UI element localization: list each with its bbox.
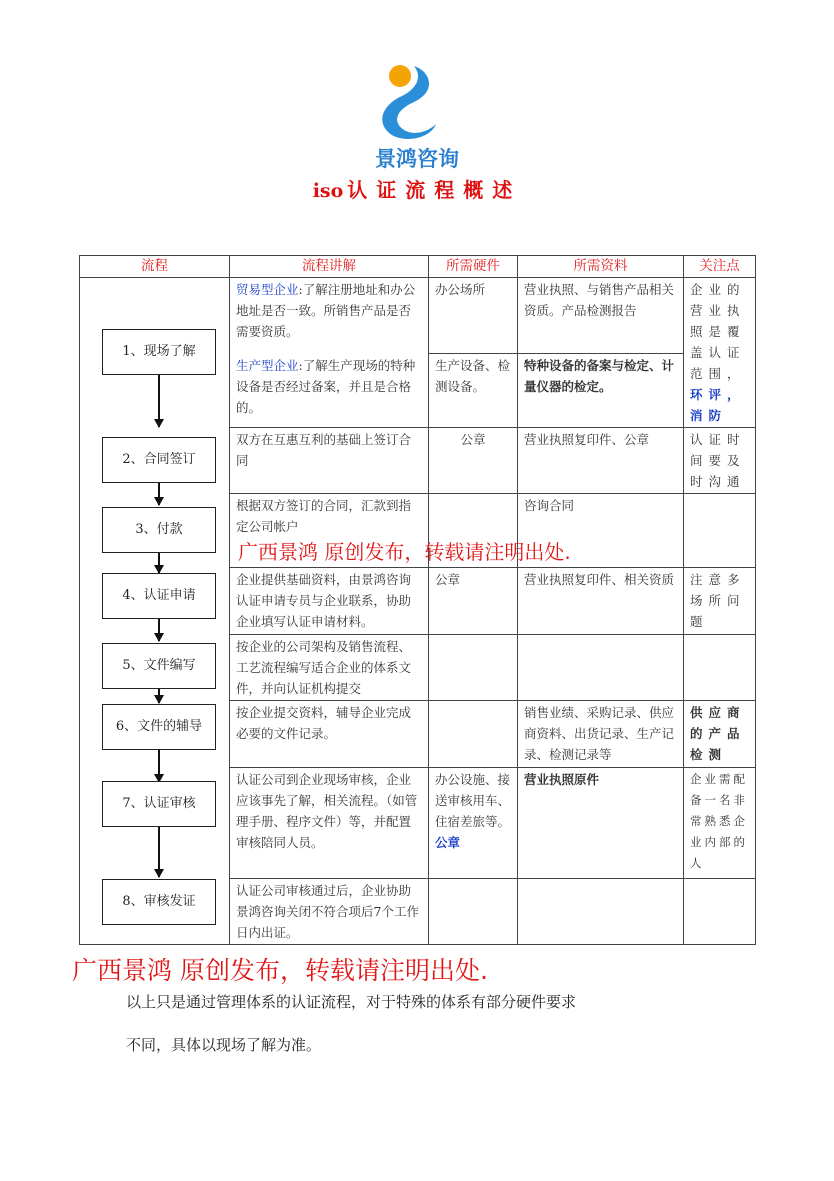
focus-highlight: 环评，消防 [690, 387, 746, 423]
arrow-down-icon [158, 689, 160, 703]
hardware-cell [429, 635, 518, 701]
materials-cell: 营业执照复印件、公章 [518, 428, 684, 494]
materials-cell [518, 879, 684, 945]
step-box-8: 8、审核发证 [102, 879, 216, 925]
step-box-3: 3、付款 [102, 507, 216, 553]
focus-cell [684, 635, 756, 701]
header-process: 流程 [80, 256, 230, 278]
materials-cell: 特种设备的备案与检定、计量仪器的检定。 [518, 354, 684, 428]
table-row [80, 278, 756, 354]
hardware-cell [429, 879, 518, 945]
certification-process-table [79, 255, 756, 945]
materials-cell [518, 635, 684, 701]
step-box-5: 5、文件编写 [102, 643, 216, 689]
hardware-cell [429, 701, 518, 768]
hardware-cell: 生产设备、检测设备。 [429, 354, 518, 428]
arrow-down-icon [158, 553, 160, 573]
hardware-cell: 办公场所 [429, 278, 518, 354]
focus-cell: 认证时间要及时沟通 [684, 428, 756, 494]
header-hardware: 所需硬件 [429, 256, 518, 278]
flowchart [86, 279, 223, 941]
materials-cell: 销售业绩、采购记录、供应商资料、出货记录、生产记录、检测记录等 [518, 701, 684, 768]
title-main: 认证流程概述 [347, 178, 522, 202]
arrow-down-icon [158, 827, 160, 877]
header-focus: 关注点 [684, 256, 756, 278]
explain-cell: 认证公司到企业现场审核，企业应该事先了解，相关流程。（如管理手册、程序文件）等，并配置审核陪同人员。 [230, 768, 429, 879]
hardware-cell: 公章 [429, 568, 518, 635]
arrow-down-icon [158, 483, 160, 505]
arrow-down-icon [158, 375, 160, 427]
explain-cell: 企业提供基础资料，由景鸿咨询认证申请专员与企业联系，协助企业填写认证申请材料。 [230, 568, 429, 635]
explain-trading [230, 278, 429, 354]
header-explanation: 流程讲解 [230, 256, 429, 278]
production-enterprise-text: :了解生产现场的特种设备是否经过备案，并且是合格的。 [236, 357, 416, 415]
hardware-text: 办公设施、接送审核用车、住宿差旅等。 [435, 772, 511, 829]
materials-cell: 营业执照、与销售产品相关资质。产品检测报告 [518, 278, 684, 354]
step-box-4: 4、认证申请 [102, 573, 216, 619]
header-materials: 所需资料 [518, 256, 684, 278]
arrow-down-icon [158, 750, 160, 782]
arrow-down-icon [158, 619, 160, 641]
brand-name: 景鸿咨询 [375, 147, 459, 171]
explain-cell: 按企业的公司架构及销售流程、工艺流程编写适合企业的体系文件，并向认证机构提交 [230, 635, 429, 701]
footnote-line-1: 以上只是通过管理体系的认证流程，对于特殊的体系有部分硬件要求 [126, 993, 577, 1011]
step-box-1: 1、现场了解 [102, 329, 216, 375]
materials-cell: 咨询合同 [518, 494, 684, 568]
document-title [0, 174, 834, 203]
focus-cell: 供应商的产品检测 [684, 701, 756, 768]
focus-cell: 企业需配备一名非常熟悉企业内部的人 [684, 768, 756, 879]
table-header-row [80, 256, 756, 278]
explain-cell: 认证公司审核通过后，企业协助景鸿咨询关闭不符合项后7个工作日内出证。 [230, 879, 429, 945]
hardware-cell [429, 768, 518, 879]
trading-enterprise-text: :了解注册地址和办公地址是否一致。所销售产品是否需要资质。 [236, 282, 416, 339]
materials-cell: 营业执照原件 [518, 768, 684, 879]
focus-text: 企业的营业执照是覆盖认证范围， [690, 282, 746, 381]
focus-cell [684, 879, 756, 945]
explain-cell: 双方在互惠互利的基础上签订合同 [230, 428, 429, 494]
focus-cell [684, 278, 756, 428]
focus-cell: 注意多场所问题 [684, 568, 756, 635]
explain-text: 根据双方签订的合同，汇款到指定公司帐户 [236, 498, 412, 534]
watermark-overlay: 广西景鸿 原创发布，转载请注明出处. [238, 540, 571, 564]
explain-production [230, 354, 429, 428]
footnote-line-2: 不同，具体以现场了解为准。 [126, 1036, 322, 1054]
hardware-cell: 公章 [429, 428, 518, 494]
step-box-2: 2、合同签订 [102, 437, 216, 483]
explain-cell: 按企业提交资料，辅导企业完成必要的文件记录。 [230, 701, 429, 768]
hardware-highlight: 公章 [435, 835, 461, 850]
title-prefix: iso [312, 180, 344, 202]
step-box-6: 6、文件的辅导 [102, 704, 216, 750]
flowchart-cell [80, 278, 230, 945]
step-box-7: 7、认证审核 [102, 781, 216, 827]
sun-icon [389, 65, 411, 87]
brand-logo-icon [370, 62, 450, 142]
trading-enterprise-label: 贸易型企业 [236, 282, 299, 297]
watermark-notice: 广西景鸿 原创发布，转载请注明出处. [72, 956, 488, 985]
materials-cell: 营业执照复印件、相关资质 [518, 568, 684, 635]
production-enterprise-label: 生产型企业 [236, 357, 299, 373]
